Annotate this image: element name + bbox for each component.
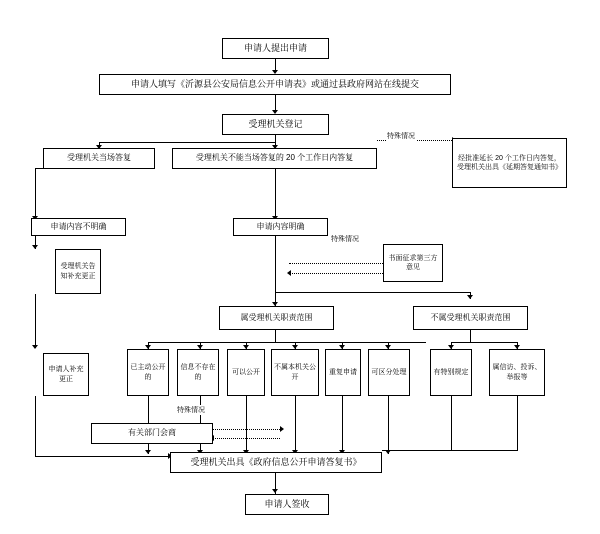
- connector-n13-bus3: [470, 330, 471, 342]
- arrow-n23-n24: [272, 489, 278, 493]
- c-n21-down: [517, 396, 518, 450]
- node-application-submitted[interactable]: 申请人提出申请: [222, 38, 329, 59]
- node-applicant-signs[interactable]: 申请人签收: [245, 494, 329, 515]
- edge-label-special-1: 特殊情况: [387, 133, 415, 140]
- arrow-n10-n11: [32, 345, 38, 349]
- node-special-provision[interactable]: 有特别规定: [430, 349, 472, 396]
- arrow-n22-right: [280, 426, 284, 432]
- node-fill-application-form[interactable]: 申请人填写《沂源县公安局信息公开申请表》或通过县政府网站在线提交: [99, 74, 451, 95]
- node-reply-document[interactable]: 受理机关出具《政府信息公开申请答复书》: [170, 452, 382, 473]
- connector-n10-n11: [35, 294, 36, 348]
- node-already-disclosed[interactable]: 已主动公开的: [127, 349, 169, 396]
- c-sub6-down: [388, 396, 389, 454]
- node-not-exist[interactable]: 信息不存在的: [177, 349, 219, 396]
- dotted-n22-right: [212, 429, 280, 430]
- node-within-scope[interactable]: 属受理机关职责范围: [219, 306, 334, 330]
- node-notify-supplement[interactable]: 受理机关告知补充更正: [55, 249, 101, 294]
- connector-n4-col: [35, 169, 36, 219]
- edge-label-special-3: 特殊情况: [177, 407, 205, 414]
- dotted-n8-n9: [289, 263, 383, 264]
- connector-n11-bottom: [35, 396, 36, 456]
- bus-right-bottom: [382, 450, 518, 451]
- connector-n8-n12: [275, 236, 276, 306]
- connector-n3-bus: [275, 135, 276, 142]
- c-sub3-down: [246, 396, 247, 454]
- node-extension-notice[interactable]: 经批准延长 20 个工作日内答复，受理机关出具《延期答复通知书》: [452, 138, 567, 188]
- dotted-right-n22: [212, 438, 280, 439]
- node-onsite-reply[interactable]: 受理机关当场答复: [43, 148, 155, 169]
- c-n20-down: [451, 396, 452, 450]
- arrow-n7-n10: [32, 245, 38, 249]
- c-sub4-down: [295, 396, 296, 454]
- bus-n13-sub: [451, 342, 517, 343]
- node-petition-complaint[interactable]: 属信访、投诉、举报等: [489, 349, 545, 396]
- node-content-unclear[interactable]: 申请内容不明确: [31, 218, 126, 236]
- node-registration[interactable]: 受理机关登记: [222, 114, 329, 135]
- connector-n12-bus2: [275, 330, 276, 342]
- bus-left-bottom: [35, 456, 170, 457]
- node-reply-20-workdays[interactable]: 受理机关不能当场答复的 20 个工作日内答复: [172, 148, 377, 169]
- node-department-consultation[interactable]: 有关部门会商: [91, 423, 213, 444]
- edge-label-special-2: 特殊情况: [331, 236, 359, 243]
- c-sub5-down: [342, 396, 343, 454]
- bus-n12-n13: [275, 292, 470, 293]
- spacer-a: [35, 169, 36, 170]
- node-consult-third-party[interactable]: 书面征求第三方意见: [383, 244, 443, 282]
- bus-n3: [99, 142, 276, 143]
- arrow-n9-n8: [287, 270, 291, 276]
- arrow-sub6-n23: [385, 450, 391, 454]
- node-content-clear[interactable]: 申请内容明确: [233, 218, 328, 236]
- node-outside-scope[interactable]: 不属受理机关职责范围: [413, 306, 528, 330]
- arrow-sub1-n23: [145, 450, 151, 454]
- connector-n5-n8: [275, 169, 276, 219]
- node-separable-handling[interactable]: 可区分处理: [368, 349, 410, 396]
- node-repeat-application[interactable]: 重复申请: [325, 349, 361, 396]
- node-applicant-supplement[interactable]: 申请人补充更正: [43, 353, 89, 396]
- node-not-this-agency[interactable]: 不属本机关公开: [271, 349, 319, 396]
- arrow-bus-n13: [467, 295, 473, 299]
- bus-subnodes: [148, 342, 426, 343]
- dotted-n9-n8: [289, 273, 383, 274]
- node-can-disclose[interactable]: 可以公开: [227, 349, 265, 396]
